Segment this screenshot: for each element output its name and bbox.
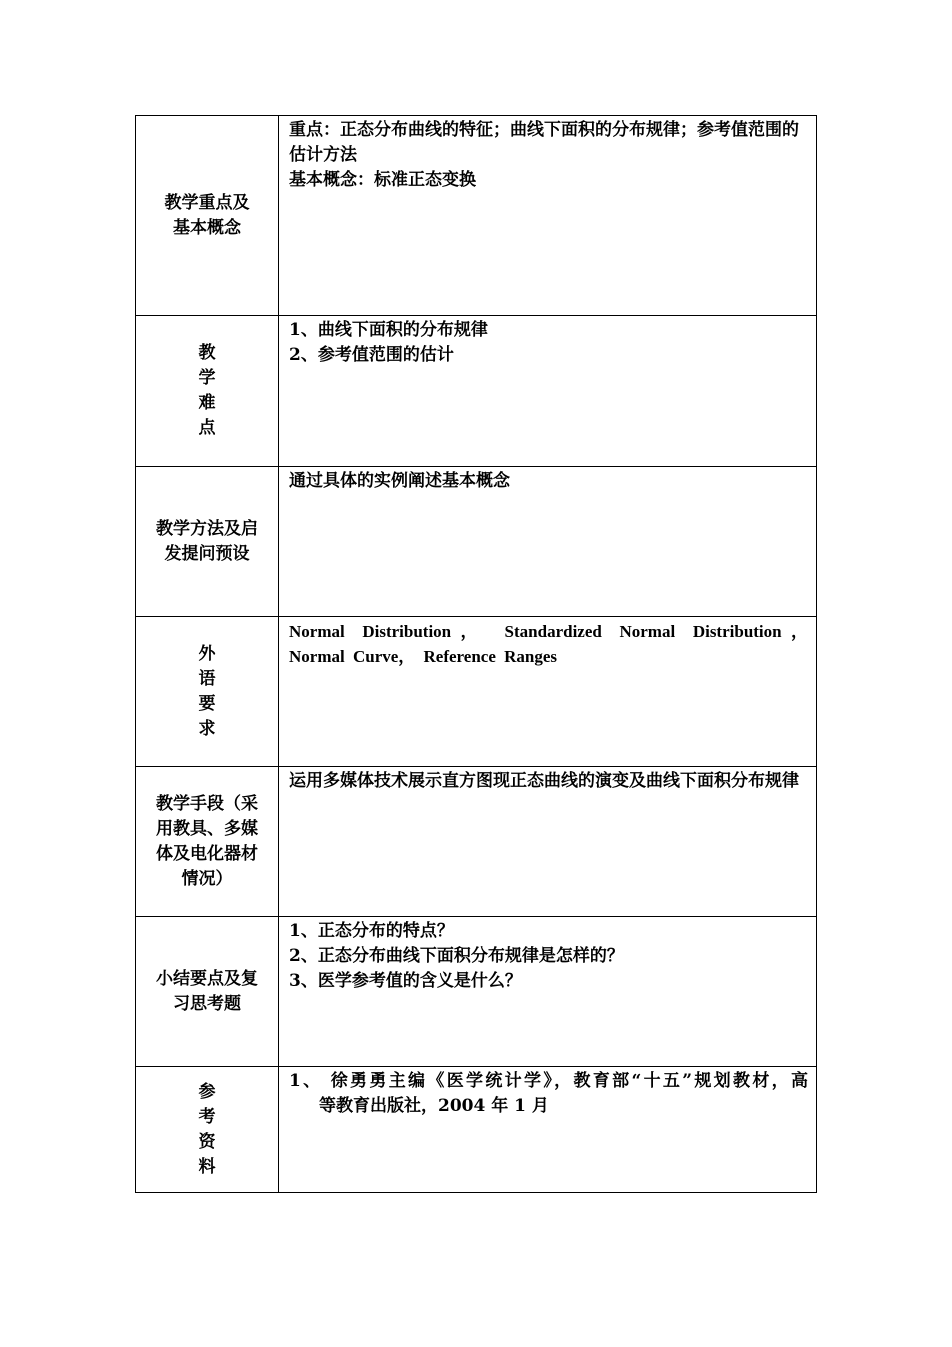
row-content-methods: 通过具体的实例阐述基本概念 <box>279 467 817 617</box>
row-content-teaching-means: 运用多媒体技术展示直方图现正态曲线的演变及曲线下面积分布规律 <box>279 767 817 917</box>
row-label-summary: 小结要点及复 习思考题 <box>136 917 279 1067</box>
table-row <box>136 917 817 1067</box>
row-label-references: 参 考 资 料 <box>136 1067 279 1193</box>
row-label-foreign-language: 外 语 要 求 <box>136 617 279 767</box>
row-label-difficulties: 教 学 难 点 <box>136 316 279 467</box>
lesson-plan-sheet <box>135 115 817 1193</box>
table-row <box>136 467 817 617</box>
table-row <box>136 767 817 917</box>
table-row <box>136 1067 817 1193</box>
row-content-foreign-language: Normal Distribution， Standardized Normal Distribution， Normal Curve， Reference Ranges <box>279 617 817 767</box>
row-label-methods: 教学方法及启 发提问预设 <box>136 467 279 617</box>
row-content-difficulties: 1、曲线下面积的分布规律 2、参考值范围的估计 <box>279 316 817 467</box>
row-label-key-points: 教学重点及 基本概念 <box>136 116 279 316</box>
row-content-references: 1、 徐勇勇主编《医学统计学》，教育部“十五”规划教材，高 等教育出版社，2004 年 1 月 <box>279 1067 817 1193</box>
lesson-plan-table <box>135 115 817 1193</box>
row-content-summary: 1、正态分布的特点？ 2、正态分布曲线下面积分布规律是怎样的？ 3、医学参考值的含义是什么？ <box>279 917 817 1067</box>
row-label-teaching-means: 教学手段（采 用教具、多媒 体及电化器材 情况） <box>136 767 279 917</box>
table-row <box>136 617 817 767</box>
row-content-key-points: 重点：正态分布曲线的特征；曲线下面积的分布规律；参考值范围的估计方法 基本概念：标准正态变换 <box>279 116 817 316</box>
table-row <box>136 116 817 316</box>
table-row <box>136 316 817 467</box>
